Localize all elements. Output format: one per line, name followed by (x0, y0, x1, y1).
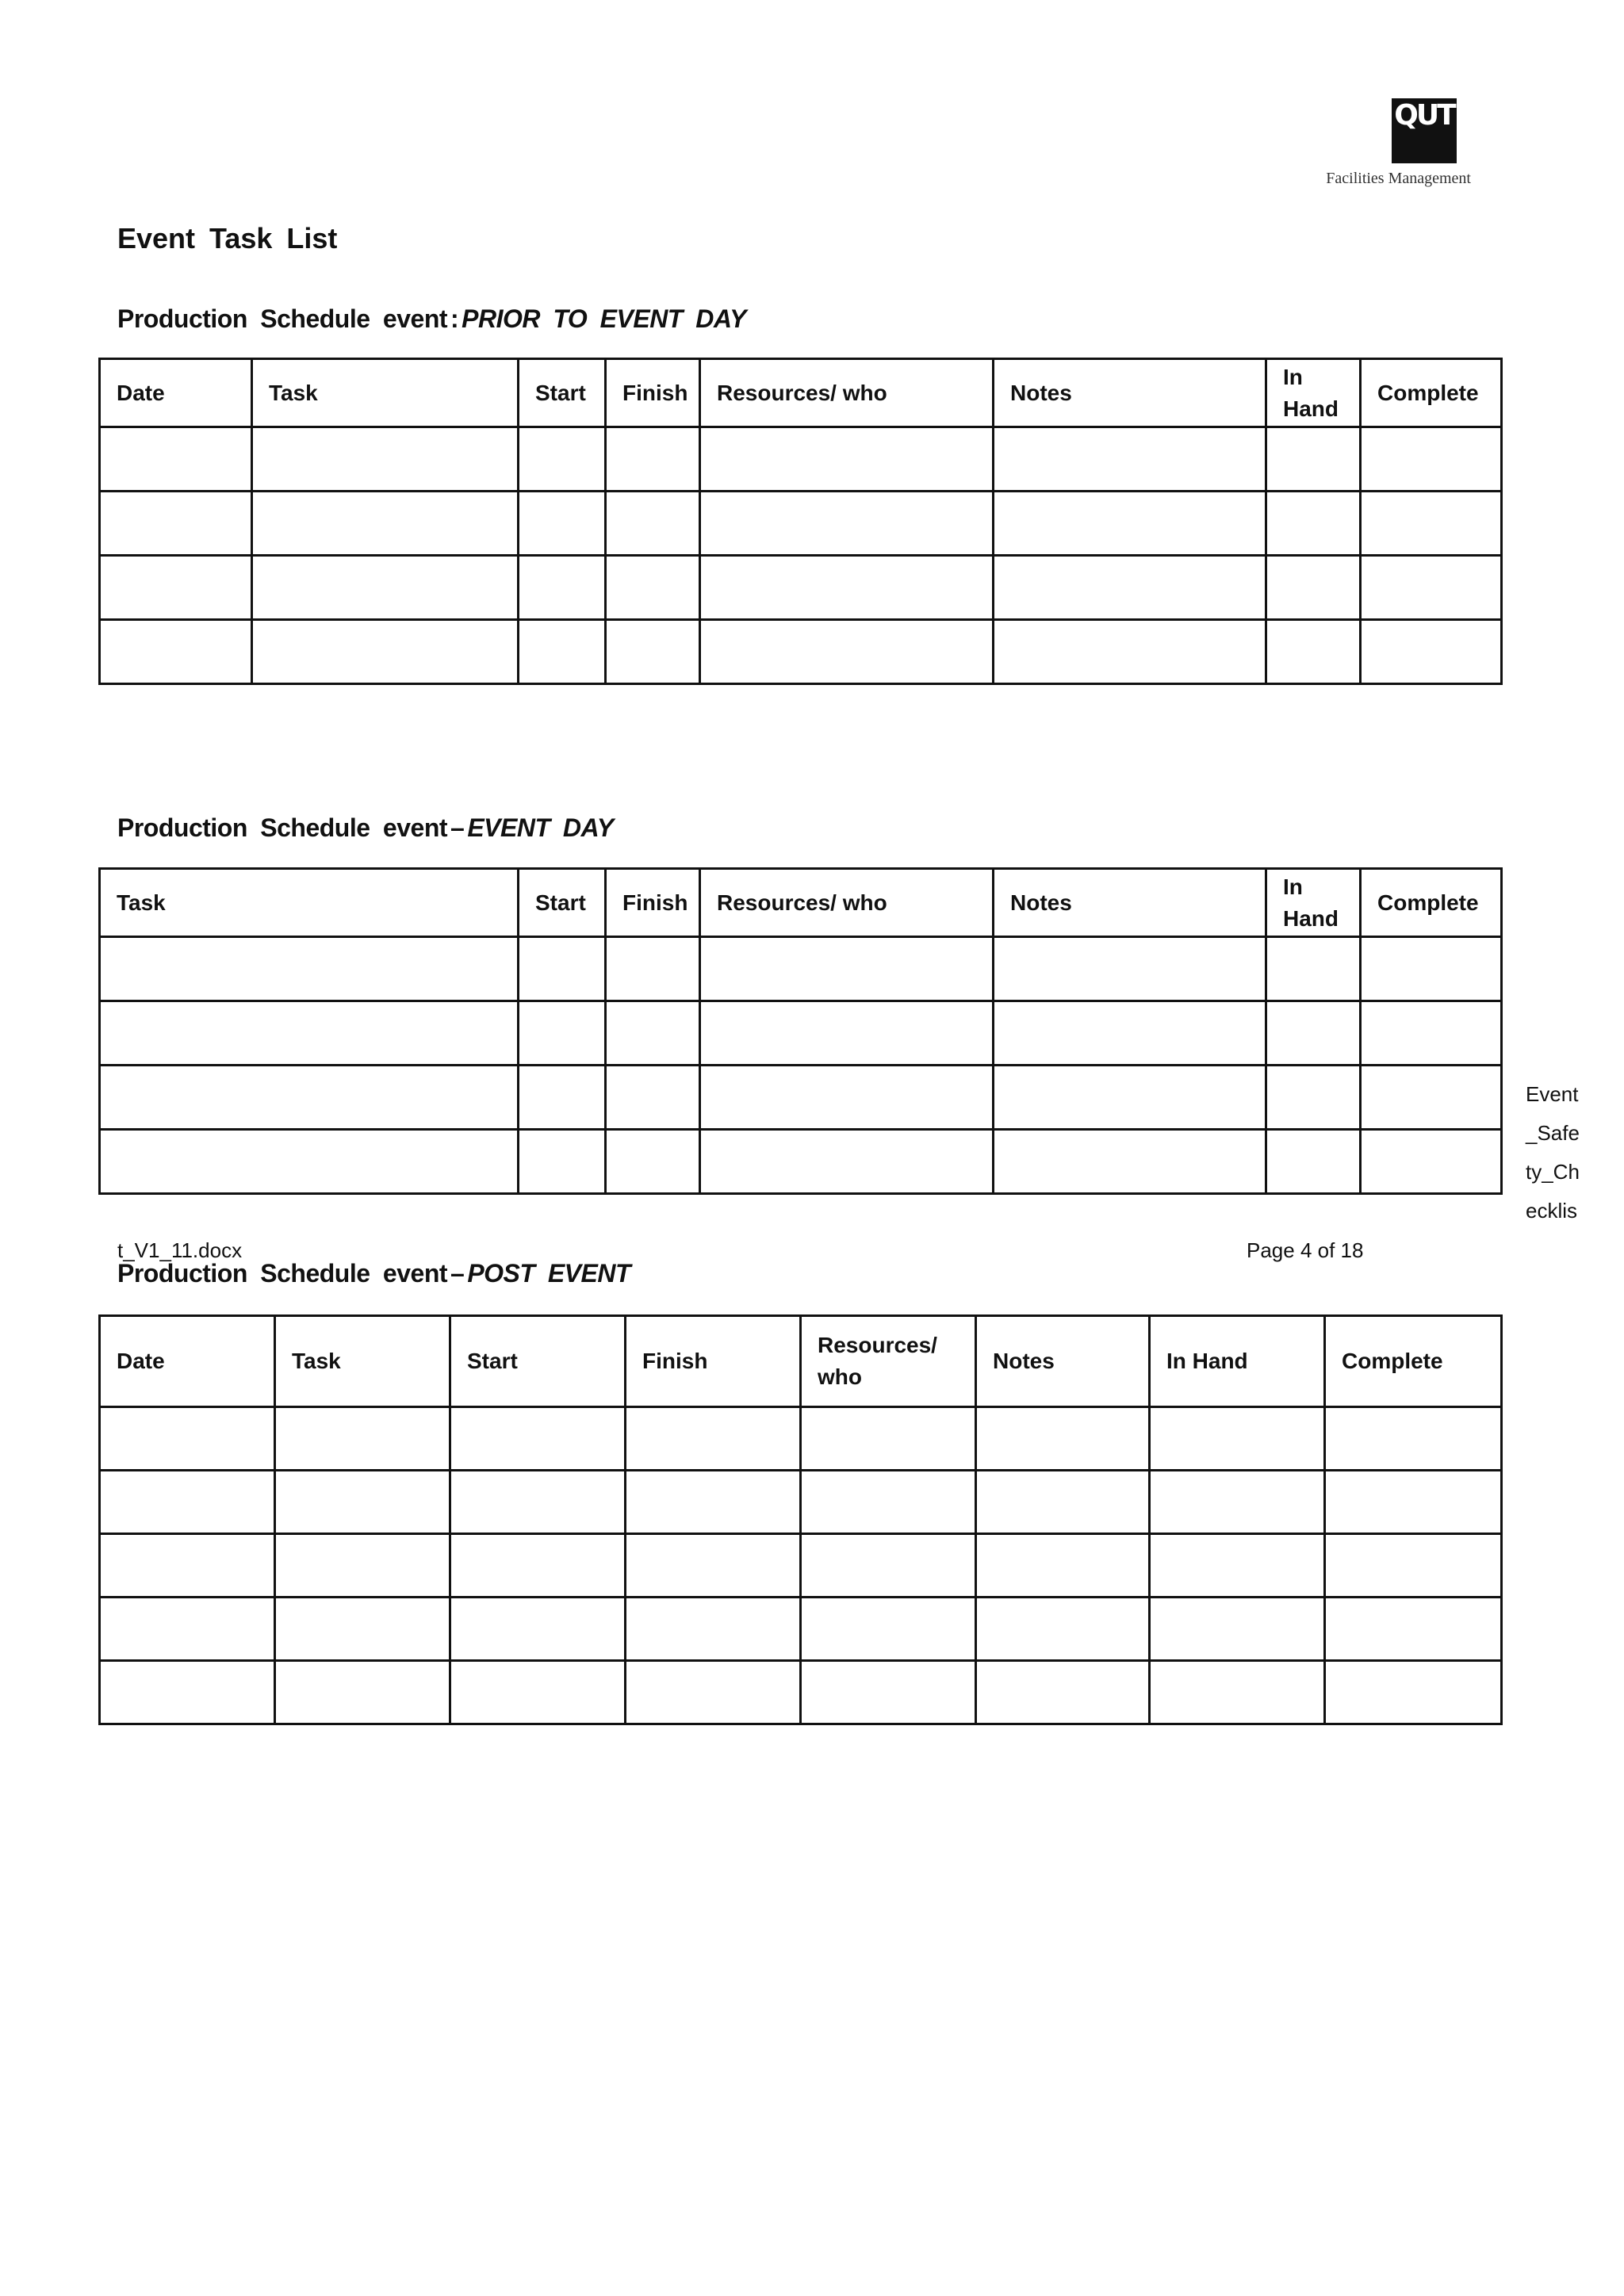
table-cell[interactable] (1361, 427, 1502, 492)
table-cell[interactable] (994, 1001, 1266, 1066)
table-cell[interactable] (100, 1471, 275, 1534)
table-cell[interactable] (1325, 1598, 1502, 1661)
table-cell[interactable] (801, 1534, 976, 1598)
section-separator: – (450, 813, 465, 842)
table-cell[interactable] (100, 492, 252, 556)
column-header-date: Date (100, 1316, 275, 1407)
table-cell[interactable] (994, 620, 1266, 684)
table-row (100, 556, 1502, 620)
table-cell[interactable] (994, 1066, 1266, 1130)
table-cell[interactable] (700, 492, 994, 556)
table-cell[interactable] (519, 1066, 606, 1130)
table-cell[interactable] (1266, 1001, 1361, 1066)
table-cell[interactable] (275, 1407, 450, 1471)
qut-logo-subtitle: Facilities Management (1326, 170, 1471, 187)
table-row (100, 620, 1502, 684)
table-cell[interactable] (1150, 1661, 1325, 1724)
table-cell[interactable] (1266, 556, 1361, 620)
table-cell[interactable] (1150, 1598, 1325, 1661)
table-cell[interactable] (100, 1130, 519, 1194)
table-cell[interactable] (606, 427, 700, 492)
table-row (100, 492, 1502, 556)
column-header-finish: Finish (626, 1316, 801, 1407)
footer-filename: t_V1_11.docx (117, 1238, 243, 1262)
table-cell[interactable] (100, 427, 252, 492)
table-cell[interactable] (606, 556, 700, 620)
table-cell[interactable] (100, 620, 252, 684)
section-prefix: Production Schedule event (117, 813, 448, 842)
column-header-task: Task (252, 359, 519, 427)
table-cell[interactable] (519, 556, 606, 620)
table-cell[interactable] (275, 1661, 450, 1724)
table-cell[interactable] (519, 937, 606, 1001)
table-cell[interactable] (606, 1066, 700, 1130)
column-header-start: Start (519, 869, 606, 937)
table-cell[interactable] (626, 1471, 801, 1534)
table-cell[interactable] (1266, 1130, 1361, 1194)
table-cell[interactable] (450, 1471, 626, 1534)
table-cell[interactable] (519, 427, 606, 492)
column-header-finish: Finish (606, 359, 700, 427)
table-cell[interactable] (994, 492, 1266, 556)
table-cell[interactable] (976, 1534, 1150, 1598)
table-cell[interactable] (976, 1407, 1150, 1471)
table-cell[interactable] (994, 427, 1266, 492)
table-row (100, 1661, 1502, 1724)
section-phase: EVENT DAY (467, 813, 614, 842)
section-separator: : (450, 304, 459, 333)
footer-page-number: Page 4 of 18 (1247, 1238, 1364, 1262)
table-cell[interactable] (1325, 1471, 1502, 1534)
table-cell[interactable] (252, 556, 519, 620)
table-cell[interactable] (1361, 556, 1502, 620)
section-title-prior (117, 304, 746, 334)
side-note-line: _Safe (1526, 1121, 1580, 1145)
column-header-date: Date (100, 359, 252, 427)
column-header-start: Start (519, 359, 606, 427)
event-day-table (98, 867, 1503, 1195)
table-row (100, 1130, 1502, 1194)
table-cell[interactable] (976, 1598, 1150, 1661)
table-cell[interactable] (519, 492, 606, 556)
table-cell[interactable] (1361, 1130, 1502, 1194)
section-prefix: Production Schedule event (117, 1259, 448, 1288)
table-cell[interactable] (275, 1471, 450, 1534)
table-cell[interactable] (606, 937, 700, 1001)
table-cell[interactable] (519, 1001, 606, 1066)
table-cell[interactable] (100, 937, 519, 1001)
table-row (100, 427, 1502, 492)
section-separator: – (450, 1259, 465, 1288)
table-cell[interactable] (1325, 1661, 1502, 1724)
column-header-notes: Notes (976, 1316, 1150, 1407)
table-cell[interactable] (450, 1598, 626, 1661)
table-cell[interactable] (801, 1661, 976, 1724)
table-cell[interactable] (700, 1130, 994, 1194)
table-cell[interactable] (1325, 1534, 1502, 1598)
table-header-row (100, 359, 1502, 427)
table-cell[interactable] (1266, 1066, 1361, 1130)
table-cell[interactable] (519, 1130, 606, 1194)
table-cell[interactable] (100, 1407, 275, 1471)
table-cell[interactable] (1361, 937, 1502, 1001)
table-cell[interactable] (801, 1471, 976, 1534)
column-header-complete: Complete (1361, 869, 1502, 937)
table-cell[interactable] (450, 1534, 626, 1598)
prior-event-table (98, 358, 1503, 685)
table-cell[interactable] (100, 1534, 275, 1598)
table-cell[interactable] (275, 1598, 450, 1661)
section-phase: PRIOR TO EVENT DAY (462, 304, 746, 333)
table-cell[interactable] (1150, 1407, 1325, 1471)
column-header-resources: Resources/ who (700, 869, 994, 937)
table-cell[interactable] (1150, 1471, 1325, 1534)
section-phase: POST EVENT (467, 1259, 631, 1288)
table-row (100, 1407, 1502, 1471)
column-header-resources: Resources/ who (801, 1316, 976, 1407)
table-cell[interactable] (626, 1534, 801, 1598)
table-cell[interactable] (1325, 1407, 1502, 1471)
column-header-notes: Notes (994, 869, 1266, 937)
table-cell[interactable] (976, 1661, 1150, 1724)
table-cell[interactable] (976, 1471, 1150, 1534)
table-row (100, 1066, 1502, 1130)
post-event-table (98, 1314, 1503, 1725)
table-row (100, 1534, 1502, 1598)
column-header-in-hand: In Hand (1150, 1316, 1325, 1407)
table-cell[interactable] (700, 556, 994, 620)
column-header-notes: Notes (994, 359, 1266, 427)
column-header-start: Start (450, 1316, 626, 1407)
table-cell[interactable] (1266, 937, 1361, 1001)
section-title-post-event (117, 1259, 630, 1288)
table-cell[interactable] (700, 937, 994, 1001)
table-cell[interactable] (1266, 492, 1361, 556)
side-note-line: ecklis (1526, 1199, 1578, 1223)
table-cell[interactable] (252, 492, 519, 556)
section-title-event-day (117, 813, 614, 843)
table-header-row (100, 1316, 1502, 1407)
column-header-in-hand: In Hand (1266, 359, 1361, 427)
table-cell[interactable] (626, 1407, 801, 1471)
table-cell[interactable] (450, 1661, 626, 1724)
table-header-row (100, 869, 1502, 937)
table-cell[interactable] (252, 620, 519, 684)
table-cell[interactable] (275, 1534, 450, 1598)
table-cell[interactable] (252, 427, 519, 492)
table-cell[interactable] (801, 1598, 976, 1661)
side-note-line: Event (1526, 1082, 1579, 1106)
table-cell[interactable] (606, 492, 700, 556)
table-cell[interactable] (1150, 1534, 1325, 1598)
column-header-complete: Complete (1361, 359, 1502, 427)
table-cell[interactable] (100, 1001, 519, 1066)
table-row (100, 1471, 1502, 1534)
column-header-task: Task (100, 869, 519, 937)
table-cell[interactable] (1361, 1001, 1502, 1066)
table-cell[interactable] (1361, 1066, 1502, 1130)
column-header-complete: Complete (1325, 1316, 1502, 1407)
table-cell[interactable] (606, 620, 700, 684)
table-cell[interactable] (100, 1598, 275, 1661)
column-header-task: Task (275, 1316, 450, 1407)
table-cell[interactable] (606, 1130, 700, 1194)
side-filename-fragment (1526, 1075, 1597, 1230)
table-row (100, 937, 1502, 1001)
qut-logo-mark: QUT (1392, 98, 1457, 163)
table-cell[interactable] (700, 427, 994, 492)
table-cell[interactable] (700, 1066, 994, 1130)
document-title: Event Task List (117, 222, 338, 254)
table-cell[interactable] (626, 1598, 801, 1661)
table-cell[interactable] (100, 1066, 519, 1130)
table-cell[interactable] (994, 937, 1266, 1001)
column-header-resources: Resources/ who (700, 359, 994, 427)
table-cell[interactable] (450, 1407, 626, 1471)
table-row (100, 1001, 1502, 1066)
table-cell[interactable] (1266, 620, 1361, 684)
section-prefix: Production Schedule event (117, 304, 448, 333)
table-cell[interactable] (994, 556, 1266, 620)
table-cell[interactable] (801, 1407, 976, 1471)
table-cell[interactable] (700, 620, 994, 684)
table-cell[interactable] (994, 1130, 1266, 1194)
table-cell[interactable] (700, 1001, 994, 1066)
column-header-in-hand: In Hand (1266, 869, 1361, 937)
side-note-line: ty_Ch (1526, 1160, 1580, 1184)
table-row (100, 1598, 1502, 1661)
column-header-finish: Finish (606, 869, 700, 937)
table-cell[interactable] (100, 1661, 275, 1724)
table-cell[interactable] (626, 1661, 801, 1724)
table-cell[interactable] (1361, 620, 1502, 684)
table-cell[interactable] (100, 556, 252, 620)
table-cell[interactable] (519, 620, 606, 684)
table-cell[interactable] (1361, 492, 1502, 556)
table-cell[interactable] (1266, 427, 1361, 492)
table-cell[interactable] (606, 1001, 700, 1066)
